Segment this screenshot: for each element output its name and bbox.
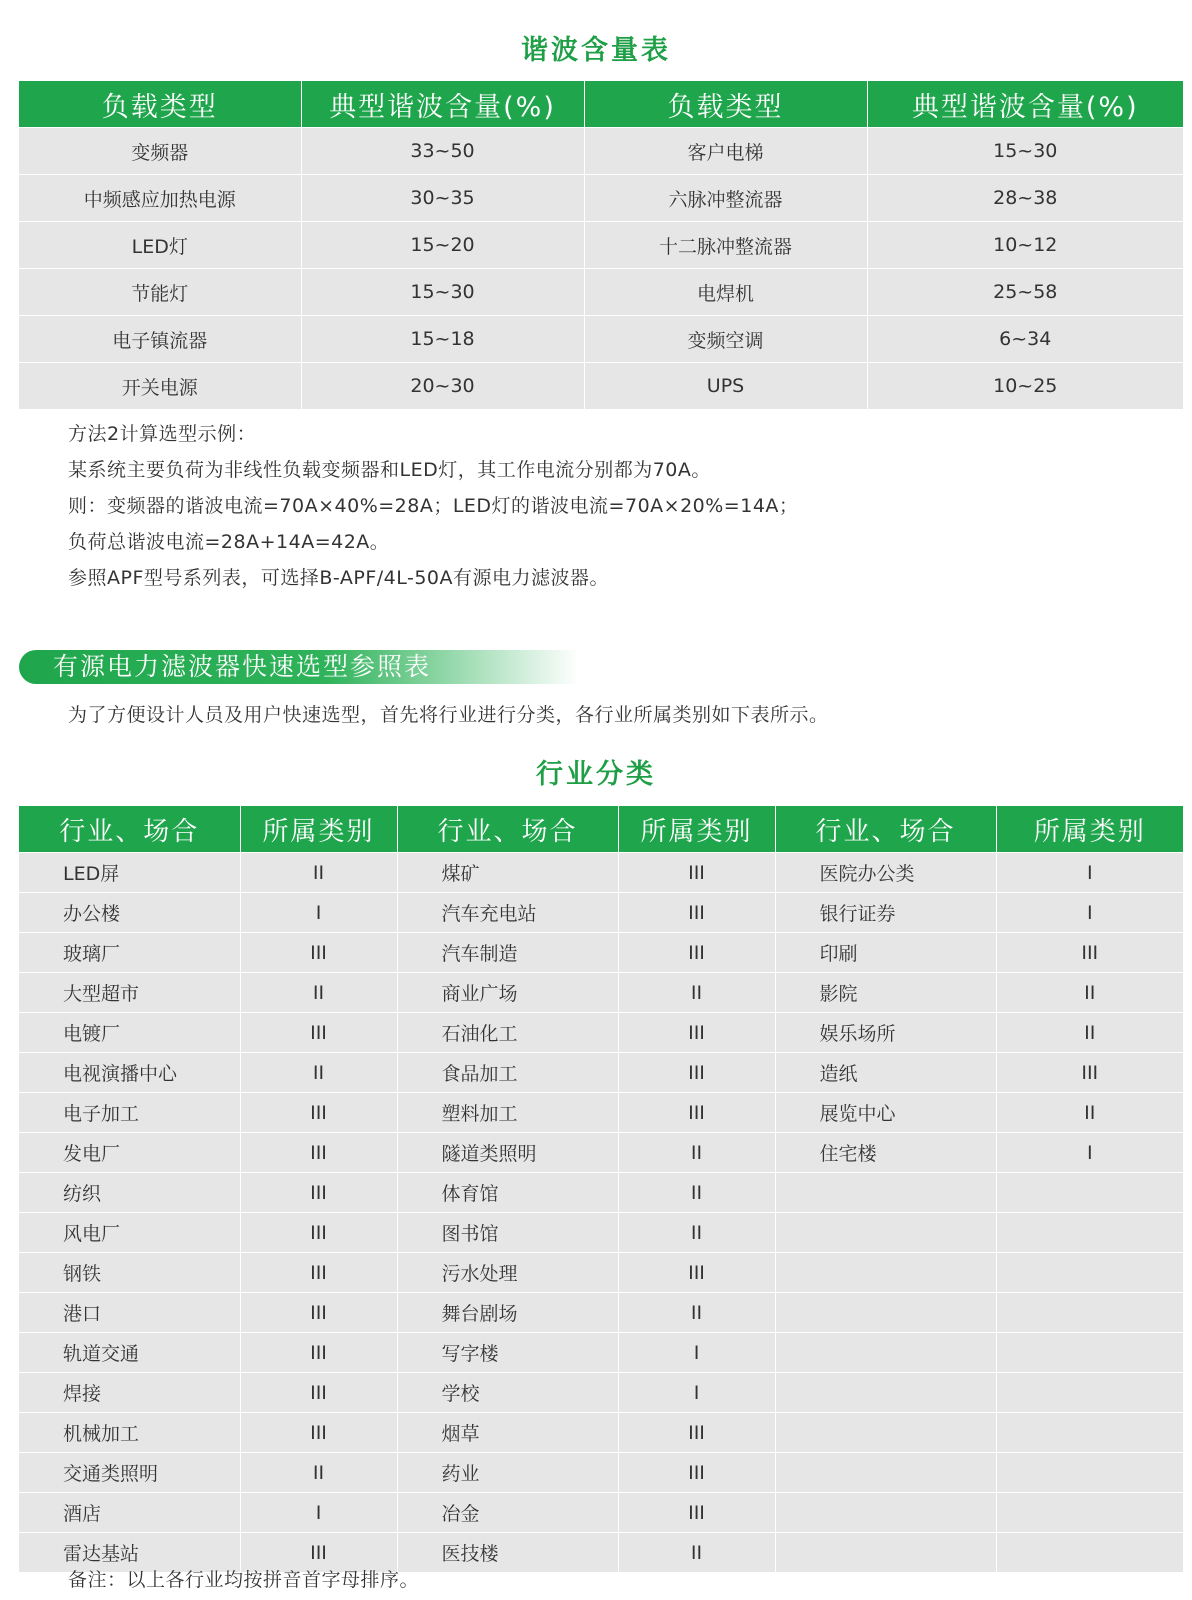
table-cell: II — [618, 1533, 775, 1573]
table-cell: I — [996, 853, 1183, 893]
table-cell: 酒店 — [19, 1493, 240, 1533]
table-row — [19, 1293, 1183, 1333]
table-cell: LED灯 — [19, 222, 301, 269]
table-row — [19, 1133, 1183, 1173]
table-cell — [996, 1213, 1183, 1253]
table-cell: III — [996, 1053, 1183, 1093]
table-row — [19, 269, 1183, 316]
industry-column-header: 所属类别 — [996, 806, 1183, 853]
table-cell: 学校 — [397, 1373, 618, 1413]
table-cell: 变频空调 — [584, 316, 867, 363]
table-row — [19, 1213, 1183, 1253]
table-row — [19, 973, 1183, 1013]
table-cell: 图书馆 — [397, 1213, 618, 1253]
table-cell: I — [996, 1133, 1183, 1173]
table-cell: III — [240, 1093, 397, 1133]
table-cell: 银行证券 — [775, 893, 996, 933]
table-cell: 20~30 — [301, 363, 584, 410]
table-cell: 中频感应加热电源 — [19, 175, 301, 222]
table-cell: III — [240, 1173, 397, 1213]
table-cell: 客户电梯 — [584, 128, 867, 175]
table-cell: 玻璃厂 — [19, 933, 240, 973]
industry-table-header — [19, 806, 1183, 853]
table-cell: 药业 — [397, 1453, 618, 1493]
table-cell: II — [240, 1453, 397, 1493]
industry-table-title: 行业分类 — [536, 759, 656, 790]
table-cell — [996, 1453, 1183, 1493]
table-row — [19, 1453, 1183, 1493]
table-cell: UPS — [584, 363, 867, 410]
harmonic-column-header: 典型谐波含量(%) — [301, 81, 584, 128]
table-cell: II — [240, 853, 397, 893]
table-cell: 开关电源 — [19, 363, 301, 410]
table-cell: II — [618, 1293, 775, 1333]
table-row — [19, 222, 1183, 269]
table-cell: II — [996, 1013, 1183, 1053]
example-line: 负荷总谐波电流=28A+14A=42A。 — [68, 531, 390, 553]
table-row — [19, 1053, 1183, 1093]
table-cell: 15~20 — [301, 222, 584, 269]
table-cell: I — [240, 1493, 397, 1533]
table-cell: III — [618, 933, 775, 973]
table-cell: 印刷 — [775, 933, 996, 973]
table-cell: 展览中心 — [775, 1093, 996, 1133]
table-row — [19, 1173, 1183, 1213]
table-cell — [996, 1373, 1183, 1413]
table-cell: 煤矿 — [397, 853, 618, 893]
table-cell: 电子镇流器 — [19, 316, 301, 363]
table-cell — [775, 1493, 996, 1533]
table-cell: III — [240, 1293, 397, 1333]
table-cell — [996, 1493, 1183, 1533]
table-row — [19, 1413, 1183, 1453]
table-row — [19, 175, 1183, 222]
table-cell — [996, 1333, 1183, 1373]
table-cell: 电子加工 — [19, 1093, 240, 1133]
table-cell: III — [618, 853, 775, 893]
table-cell: 10~25 — [867, 363, 1183, 410]
table-cell: 风电厂 — [19, 1213, 240, 1253]
table-cell: II — [618, 1173, 775, 1213]
table-cell: 污水处理 — [397, 1253, 618, 1293]
calculation-example — [68, 416, 798, 596]
section-banner — [19, 650, 579, 684]
table-row — [19, 1373, 1183, 1413]
table-cell: III — [618, 1453, 775, 1493]
table-cell — [775, 1253, 996, 1293]
table-cell — [775, 1453, 996, 1493]
industry-column-header: 行业、场合 — [397, 806, 618, 853]
table-cell: 电焊机 — [584, 269, 867, 316]
table-cell: 10~12 — [867, 222, 1183, 269]
table-cell: III — [618, 893, 775, 933]
industry-table-body — [19, 853, 1183, 1573]
table-cell: 33~50 — [301, 128, 584, 175]
table-row — [19, 1333, 1183, 1373]
harmonic-table-body — [19, 128, 1183, 410]
table-cell: I — [996, 893, 1183, 933]
table-cell: III — [240, 1373, 397, 1413]
table-cell: 25~58 — [867, 269, 1183, 316]
table-cell — [775, 1213, 996, 1253]
footnote: 备注：以上各行业均按拼音首字母排序。 — [68, 1569, 420, 1591]
table-cell: III — [618, 1253, 775, 1293]
table-row — [19, 1493, 1183, 1533]
table-row — [19, 933, 1183, 973]
table-cell: 塑料加工 — [397, 1093, 618, 1133]
table-cell: 15~18 — [301, 316, 584, 363]
table-cell: 造纸 — [775, 1053, 996, 1093]
table-row — [19, 128, 1183, 175]
table-cell: III — [240, 1213, 397, 1253]
table-cell: 舞台剧场 — [397, 1293, 618, 1333]
section-intro: 为了方便设计人员及用户快速选型，首先将行业进行分类，各行业所属类别如下表所示。 — [68, 704, 829, 726]
table-cell: I — [240, 893, 397, 933]
harmonic-table — [19, 81, 1183, 409]
table-cell: 机械加工 — [19, 1413, 240, 1453]
table-cell — [775, 1533, 996, 1573]
industry-column-header: 所属类别 — [618, 806, 775, 853]
table-cell: III — [240, 933, 397, 973]
section-banner-title: 有源电力滤波器快速选型参照表 — [53, 652, 432, 681]
table-cell: 医技楼 — [397, 1533, 618, 1573]
table-cell: 娱乐场所 — [775, 1013, 996, 1053]
table-row — [19, 1253, 1183, 1293]
table-cell: 住宅楼 — [775, 1133, 996, 1173]
table-cell: III — [240, 1413, 397, 1453]
table-cell: I — [618, 1333, 775, 1373]
table-cell: II — [618, 1213, 775, 1253]
table-cell: 隧道类照明 — [397, 1133, 618, 1173]
table-cell: 15~30 — [867, 128, 1183, 175]
table-cell — [996, 1413, 1183, 1453]
table-cell: 交通类照明 — [19, 1453, 240, 1493]
table-cell: III — [240, 1013, 397, 1053]
table-cell: III — [618, 1053, 775, 1093]
table-cell — [996, 1173, 1183, 1213]
harmonic-column-header: 负载类型 — [584, 81, 867, 128]
table-cell — [775, 1333, 996, 1373]
table-cell: II — [618, 1133, 775, 1173]
table-cell: II — [996, 973, 1183, 1013]
table-cell: 十二脉冲整流器 — [584, 222, 867, 269]
table-cell: III — [618, 1493, 775, 1533]
harmonic-table-title: 谐波含量表 — [521, 35, 671, 66]
harmonic-column-header: 负载类型 — [19, 81, 301, 128]
table-cell: 发电厂 — [19, 1133, 240, 1173]
table-row — [19, 1013, 1183, 1053]
table-cell: 钢铁 — [19, 1253, 240, 1293]
table-cell — [775, 1413, 996, 1453]
table-cell: 变频器 — [19, 128, 301, 175]
table-cell — [996, 1533, 1183, 1573]
table-cell: 6~34 — [867, 316, 1183, 363]
industry-column-header: 行业、场合 — [19, 806, 240, 853]
example-line: 某系统主要负荷为非线性负载变频器和LED灯，其工作电流分别都为70A。 — [68, 459, 711, 481]
table-cell — [996, 1293, 1183, 1333]
harmonic-column-header: 典型谐波含量(%) — [867, 81, 1183, 128]
table-cell: 15~30 — [301, 269, 584, 316]
table-cell: 轨道交通 — [19, 1333, 240, 1373]
table-cell: 烟草 — [397, 1413, 618, 1453]
table-cell: 电镀厂 — [19, 1013, 240, 1053]
table-cell: II — [996, 1093, 1183, 1133]
example-line: 方法2计算选型示例： — [68, 423, 257, 445]
table-cell: III — [240, 1333, 397, 1373]
table-cell: I — [618, 1373, 775, 1413]
industry-column-header: 行业、场合 — [775, 806, 996, 853]
table-cell: 商业广场 — [397, 973, 618, 1013]
table-cell: 汽车充电站 — [397, 893, 618, 933]
example-line: 参照APF型号系列表，可选择B-APF/4L-50A有源电力滤波器。 — [68, 567, 610, 589]
table-cell: 28~38 — [867, 175, 1183, 222]
table-cell: 节能灯 — [19, 269, 301, 316]
table-row — [19, 316, 1183, 363]
table-cell — [775, 1293, 996, 1333]
harmonic-table-header — [19, 81, 1183, 128]
table-cell: III — [240, 1253, 397, 1293]
table-cell: III — [240, 1533, 397, 1573]
table-row — [19, 893, 1183, 933]
table-row — [19, 1093, 1183, 1133]
table-cell: 冶金 — [397, 1493, 618, 1533]
table-cell: III — [240, 1133, 397, 1173]
table-cell: LED屏 — [19, 853, 240, 893]
table-cell: 纺织 — [19, 1173, 240, 1213]
table-cell: II — [240, 973, 397, 1013]
table-cell: II — [618, 973, 775, 1013]
table-cell: 汽车制造 — [397, 933, 618, 973]
table-cell: III — [996, 933, 1183, 973]
table-cell: 焊接 — [19, 1373, 240, 1413]
table-cell: II — [240, 1053, 397, 1093]
table-cell: 电视演播中心 — [19, 1053, 240, 1093]
table-cell: 雷达基站 — [19, 1533, 240, 1573]
table-row — [19, 853, 1183, 893]
table-cell — [775, 1173, 996, 1213]
table-cell — [775, 1373, 996, 1413]
table-cell: III — [618, 1093, 775, 1133]
table-cell: 30~35 — [301, 175, 584, 222]
example-line: 则：变频器的谐波电流=70A×40%=28A；LED灯的谐波电流=70A×20%=14A； — [68, 495, 799, 517]
table-cell: 影院 — [775, 973, 996, 1013]
table-cell: 石油化工 — [397, 1013, 618, 1053]
table-cell: III — [618, 1413, 775, 1453]
industry-column-header: 所属类别 — [240, 806, 397, 853]
table-cell: 港口 — [19, 1293, 240, 1333]
table-cell: III — [618, 1013, 775, 1053]
table-cell: 医院办公类 — [775, 853, 996, 893]
table-cell: 食品加工 — [397, 1053, 618, 1093]
table-cell: 办公楼 — [19, 893, 240, 933]
industry-table — [19, 806, 1183, 1572]
table-cell: 六脉冲整流器 — [584, 175, 867, 222]
table-cell: 大型超市 — [19, 973, 240, 1013]
table-row — [19, 363, 1183, 410]
table-cell: 写字楼 — [397, 1333, 618, 1373]
table-cell: 体育馆 — [397, 1173, 618, 1213]
table-cell — [996, 1253, 1183, 1293]
